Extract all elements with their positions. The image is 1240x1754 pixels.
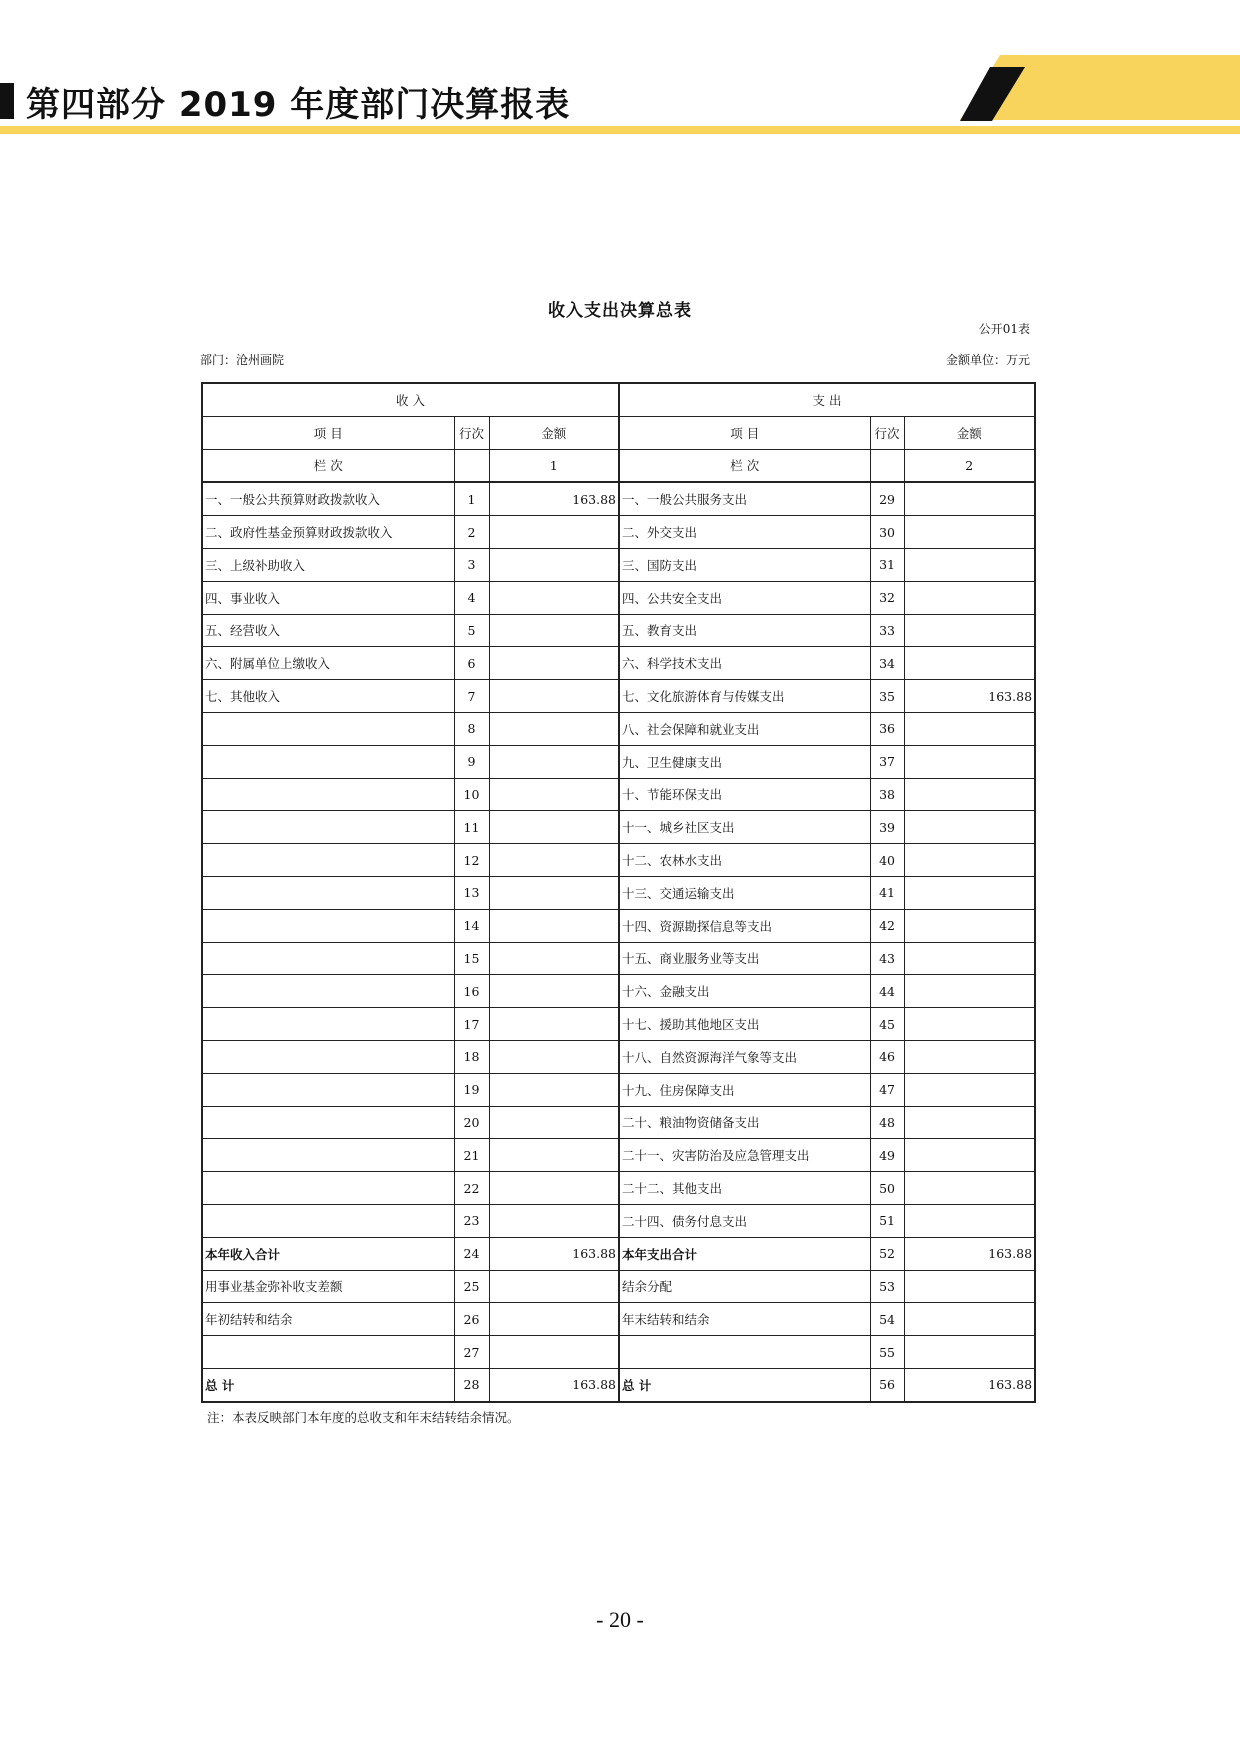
expense-amount-cell (904, 975, 1035, 1008)
income-amount-cell (489, 745, 619, 778)
income-expense-table (201, 382, 1036, 1403)
income-line-cell: 24 (454, 1237, 489, 1270)
income-line-cell: 26 (454, 1303, 489, 1336)
expense-amount-cell (904, 1040, 1035, 1073)
expense-item-cell: 二十、粮油物资储备支出 (619, 1106, 870, 1139)
expense-amount-cell (904, 1172, 1035, 1205)
table-row (202, 1336, 1035, 1369)
income-line-header: 行次 (454, 416, 489, 449)
expense-amount-cell: 163.88 (904, 680, 1035, 713)
income-item-cell: 一、一般公共预算财政拨款收入 (202, 482, 454, 515)
expense-item-cell: 六、科学技术支出 (619, 647, 870, 680)
expense-amount-cell (904, 745, 1035, 778)
table-row (202, 1139, 1035, 1172)
income-line-cell: 9 (454, 745, 489, 778)
expense-item-cell: 十六、金融支出 (619, 975, 870, 1008)
income-line-cell: 10 (454, 778, 489, 811)
expense-amount-cell (904, 1073, 1035, 1106)
expense-item-cell: 十一、城乡社区支出 (619, 811, 870, 844)
expense-line-cell: 30 (870, 516, 904, 549)
expense-item-cell: 二十四、债务付息支出 (619, 1204, 870, 1237)
income-item-cell (202, 1204, 454, 1237)
income-amount-cell (489, 548, 619, 581)
expense-item-cell: 五、教育支出 (619, 614, 870, 647)
expense-item-cell: 本年支出合计 (619, 1237, 870, 1270)
expense-line-cell: 55 (870, 1336, 904, 1369)
table-row (202, 745, 1035, 778)
income-amount-cell (489, 1106, 619, 1139)
expense-line-cell: 31 (870, 548, 904, 581)
expense-amount-cell (904, 1008, 1035, 1041)
table-row (202, 1368, 1035, 1401)
table-row (202, 1040, 1035, 1073)
table-row (202, 1270, 1035, 1303)
expense-item-cell: 总 计 (619, 1368, 870, 1401)
expense-amount-cell (904, 1270, 1035, 1303)
table-row (202, 778, 1035, 811)
income-line-cell: 19 (454, 1073, 489, 1106)
expense-column-number: 2 (904, 449, 1035, 482)
income-line-cell: 27 (454, 1336, 489, 1369)
header-decoration (940, 55, 1240, 135)
income-amount-cell (489, 680, 619, 713)
table-row (202, 909, 1035, 942)
income-item-cell: 七、其他收入 (202, 680, 454, 713)
income-line-cell: 17 (454, 1008, 489, 1041)
expense-item-cell: 二十一、灾害防治及应急管理支出 (619, 1139, 870, 1172)
expense-amount-cell (904, 1139, 1035, 1172)
income-item-cell (202, 745, 454, 778)
income-item-cell: 三、上级补助收入 (202, 548, 454, 581)
income-amount-cell (489, 516, 619, 549)
section-title: 第四部分 2019 年度部门决算报表 (26, 85, 571, 125)
expense-amount-cell (904, 909, 1035, 942)
expense-line-header: 行次 (870, 416, 904, 449)
income-column-number: 1 (489, 449, 619, 482)
expense-line-cell: 47 (870, 1073, 904, 1106)
expense-amount-cell (904, 876, 1035, 909)
table-row (202, 1237, 1035, 1270)
expense-item-cell: 结余分配 (619, 1270, 870, 1303)
expense-index-label: 栏 次 (619, 449, 870, 482)
income-line-cell: 21 (454, 1139, 489, 1172)
expense-line-cell: 46 (870, 1040, 904, 1073)
income-amount-cell (489, 581, 619, 614)
income-item-cell (202, 811, 454, 844)
expense-item-cell: 十三、交通运输支出 (619, 876, 870, 909)
income-amount-cell: 163.88 (489, 1237, 619, 1270)
table-note: 注：本表反映部门本年度的总收支和年末结转结余情况。 (207, 1410, 520, 1425)
expense-line-cell: 48 (870, 1106, 904, 1139)
table-row (202, 614, 1035, 647)
income-item-cell (202, 1040, 454, 1073)
table-row (202, 876, 1035, 909)
table-header-row (202, 383, 1035, 416)
income-line-cell: 25 (454, 1270, 489, 1303)
income-item-cell (202, 975, 454, 1008)
income-line-cell: 5 (454, 614, 489, 647)
expense-item-cell: 十五、商业服务业等支出 (619, 942, 870, 975)
income-line-cell: 3 (454, 548, 489, 581)
income-item-cell: 用事业基金弥补收支差额 (202, 1270, 454, 1303)
income-amount-header: 金额 (489, 416, 619, 449)
expense-amount-cell (904, 516, 1035, 549)
income-line-cell: 11 (454, 811, 489, 844)
income-item-cell (202, 909, 454, 942)
table-row (202, 1172, 1035, 1205)
expense-index-empty (870, 449, 904, 482)
income-line-cell: 8 (454, 712, 489, 745)
column-header-row (202, 416, 1035, 449)
income-line-cell: 20 (454, 1106, 489, 1139)
income-amount-cell (489, 614, 619, 647)
expense-line-cell: 54 (870, 1303, 904, 1336)
expense-amount-cell (904, 647, 1035, 680)
income-line-cell: 2 (454, 516, 489, 549)
expense-amount-cell: 163.88 (904, 1368, 1035, 1401)
expense-line-cell: 42 (870, 909, 904, 942)
income-line-cell: 14 (454, 909, 489, 942)
income-item-cell (202, 712, 454, 745)
income-line-cell: 15 (454, 942, 489, 975)
expense-item-cell: 二十二、其他支出 (619, 1172, 870, 1205)
income-line-cell: 28 (454, 1368, 489, 1401)
expense-line-cell: 34 (870, 647, 904, 680)
income-line-cell: 7 (454, 680, 489, 713)
income-item-cell: 六、附属单位上缴收入 (202, 647, 454, 680)
table-row (202, 811, 1035, 844)
income-item-cell: 二、政府性基金预算财政拨款收入 (202, 516, 454, 549)
income-line-cell: 22 (454, 1172, 489, 1205)
income-amount-cell (489, 778, 619, 811)
expense-item-cell: 十八、自然资源海洋气象等支出 (619, 1040, 870, 1073)
expense-line-cell: 40 (870, 844, 904, 877)
expense-item-cell: 十九、住房保障支出 (619, 1073, 870, 1106)
table-row (202, 975, 1035, 1008)
expense-amount-cell (904, 1303, 1035, 1336)
expense-amount-cell: 163.88 (904, 1237, 1035, 1270)
expense-line-cell: 43 (870, 942, 904, 975)
expense-item-cell: 八、社会保障和就业支出 (619, 712, 870, 745)
expense-amount-cell (904, 712, 1035, 745)
income-item-header: 项 目 (202, 416, 454, 449)
income-amount-cell (489, 1303, 619, 1336)
expense-amount-header: 金额 (904, 416, 1035, 449)
expense-amount-cell (904, 778, 1035, 811)
expense-amount-cell (904, 482, 1035, 515)
income-item-cell (202, 844, 454, 877)
expense-item-cell (619, 1336, 870, 1369)
income-amount-cell (489, 909, 619, 942)
income-amount-cell (489, 1172, 619, 1205)
expense-item-cell: 十四、资源勘探信息等支出 (619, 909, 870, 942)
expense-item-cell: 七、文化旅游体育与传媒支出 (619, 680, 870, 713)
expense-item-cell: 年末结转和结余 (619, 1303, 870, 1336)
income-line-cell: 13 (454, 876, 489, 909)
income-amount-cell (489, 712, 619, 745)
income-amount-cell (489, 1040, 619, 1073)
expense-item-cell: 三、国防支出 (619, 548, 870, 581)
table-row (202, 647, 1035, 680)
expense-line-cell: 38 (870, 778, 904, 811)
expense-item-cell: 十二、农林水支出 (619, 844, 870, 877)
unit-label: 金额单位：万元 (945, 353, 1030, 367)
income-index-empty (454, 449, 489, 482)
expense-item-cell: 十、节能环保支出 (619, 778, 870, 811)
table-row (202, 482, 1035, 515)
income-item-cell (202, 1008, 454, 1041)
expense-line-cell: 41 (870, 876, 904, 909)
table-row (202, 581, 1035, 614)
expense-amount-cell (904, 548, 1035, 581)
expense-amount-cell (904, 614, 1035, 647)
income-item-cell (202, 1106, 454, 1139)
income-line-cell: 12 (454, 844, 489, 877)
income-header: 收 入 (202, 383, 619, 416)
expense-line-cell: 37 (870, 745, 904, 778)
expense-item-cell: 二、外交支出 (619, 516, 870, 549)
expense-line-cell: 45 (870, 1008, 904, 1041)
expense-amount-cell (904, 844, 1035, 877)
income-amount-cell (489, 1270, 619, 1303)
expense-amount-cell (904, 942, 1035, 975)
income-line-cell: 4 (454, 581, 489, 614)
table-row (202, 548, 1035, 581)
income-item-cell: 本年收入合计 (202, 1237, 454, 1270)
income-item-cell (202, 1073, 454, 1106)
report-title: 收入支出决算总表 (548, 301, 692, 321)
expense-item-header: 项 目 (619, 416, 870, 449)
income-amount-cell: 163.88 (489, 1368, 619, 1401)
income-item-cell (202, 1336, 454, 1369)
expense-line-cell: 39 (870, 811, 904, 844)
income-item-cell: 总 计 (202, 1368, 454, 1401)
income-amount-cell (489, 1139, 619, 1172)
expense-line-cell: 29 (870, 482, 904, 515)
expense-amount-cell (904, 581, 1035, 614)
table-row (202, 1073, 1035, 1106)
income-item-cell (202, 942, 454, 975)
table-row (202, 516, 1035, 549)
department-label: 部门：沧州画院 (200, 353, 285, 367)
expense-item-cell: 四、公共安全支出 (619, 581, 870, 614)
income-amount-cell (489, 876, 619, 909)
income-item-cell: 四、事业收入 (202, 581, 454, 614)
expense-item-cell: 九、卫生健康支出 (619, 745, 870, 778)
expense-item-cell: 一、一般公共服务支出 (619, 482, 870, 515)
expense-amount-cell (904, 811, 1035, 844)
income-item-cell: 年初结转和结余 (202, 1303, 454, 1336)
income-line-cell: 23 (454, 1204, 489, 1237)
income-line-cell: 6 (454, 647, 489, 680)
expense-line-cell: 52 (870, 1237, 904, 1270)
expense-amount-cell (904, 1204, 1035, 1237)
income-amount-cell (489, 975, 619, 1008)
income-item-cell (202, 1172, 454, 1205)
income-amount-cell (489, 1204, 619, 1237)
table-row (202, 680, 1035, 713)
income-item-cell (202, 1139, 454, 1172)
expense-amount-cell (904, 1336, 1035, 1369)
expense-amount-cell (904, 1106, 1035, 1139)
income-item-cell (202, 778, 454, 811)
income-line-cell: 18 (454, 1040, 489, 1073)
page-number: - 20 - (596, 1607, 644, 1632)
income-amount-cell (489, 1336, 619, 1369)
table-row (202, 1204, 1035, 1237)
income-amount-cell (489, 811, 619, 844)
income-item-cell: 五、经营收入 (202, 614, 454, 647)
income-item-cell (202, 876, 454, 909)
income-line-cell: 16 (454, 975, 489, 1008)
expense-line-cell: 32 (870, 581, 904, 614)
table-row (202, 942, 1035, 975)
table-row (202, 844, 1035, 877)
income-index-label: 栏 次 (202, 449, 454, 482)
expense-line-cell: 35 (870, 680, 904, 713)
income-amount-cell (489, 647, 619, 680)
table-row (202, 1106, 1035, 1139)
expense-line-cell: 33 (870, 614, 904, 647)
income-amount-cell: 163.88 (489, 482, 619, 515)
expense-line-cell: 36 (870, 712, 904, 745)
section-header (0, 55, 1240, 135)
expense-item-cell: 十七、援助其他地区支出 (619, 1008, 870, 1041)
expense-line-cell: 50 (870, 1172, 904, 1205)
expense-line-cell: 53 (870, 1270, 904, 1303)
expense-line-cell: 44 (870, 975, 904, 1008)
table-row (202, 1303, 1035, 1336)
income-amount-cell (489, 844, 619, 877)
column-index-row (202, 449, 1035, 482)
income-amount-cell (489, 1008, 619, 1041)
income-line-cell: 1 (454, 482, 489, 515)
expense-line-cell: 56 (870, 1368, 904, 1401)
expense-header: 支 出 (619, 383, 1035, 416)
table-row (202, 712, 1035, 745)
expense-line-cell: 49 (870, 1139, 904, 1172)
header-marker (0, 83, 14, 119)
income-amount-cell (489, 942, 619, 975)
table-row (202, 1008, 1035, 1041)
expense-line-cell: 51 (870, 1204, 904, 1237)
income-amount-cell (489, 1073, 619, 1106)
form-number: 公开01表 (978, 322, 1030, 336)
